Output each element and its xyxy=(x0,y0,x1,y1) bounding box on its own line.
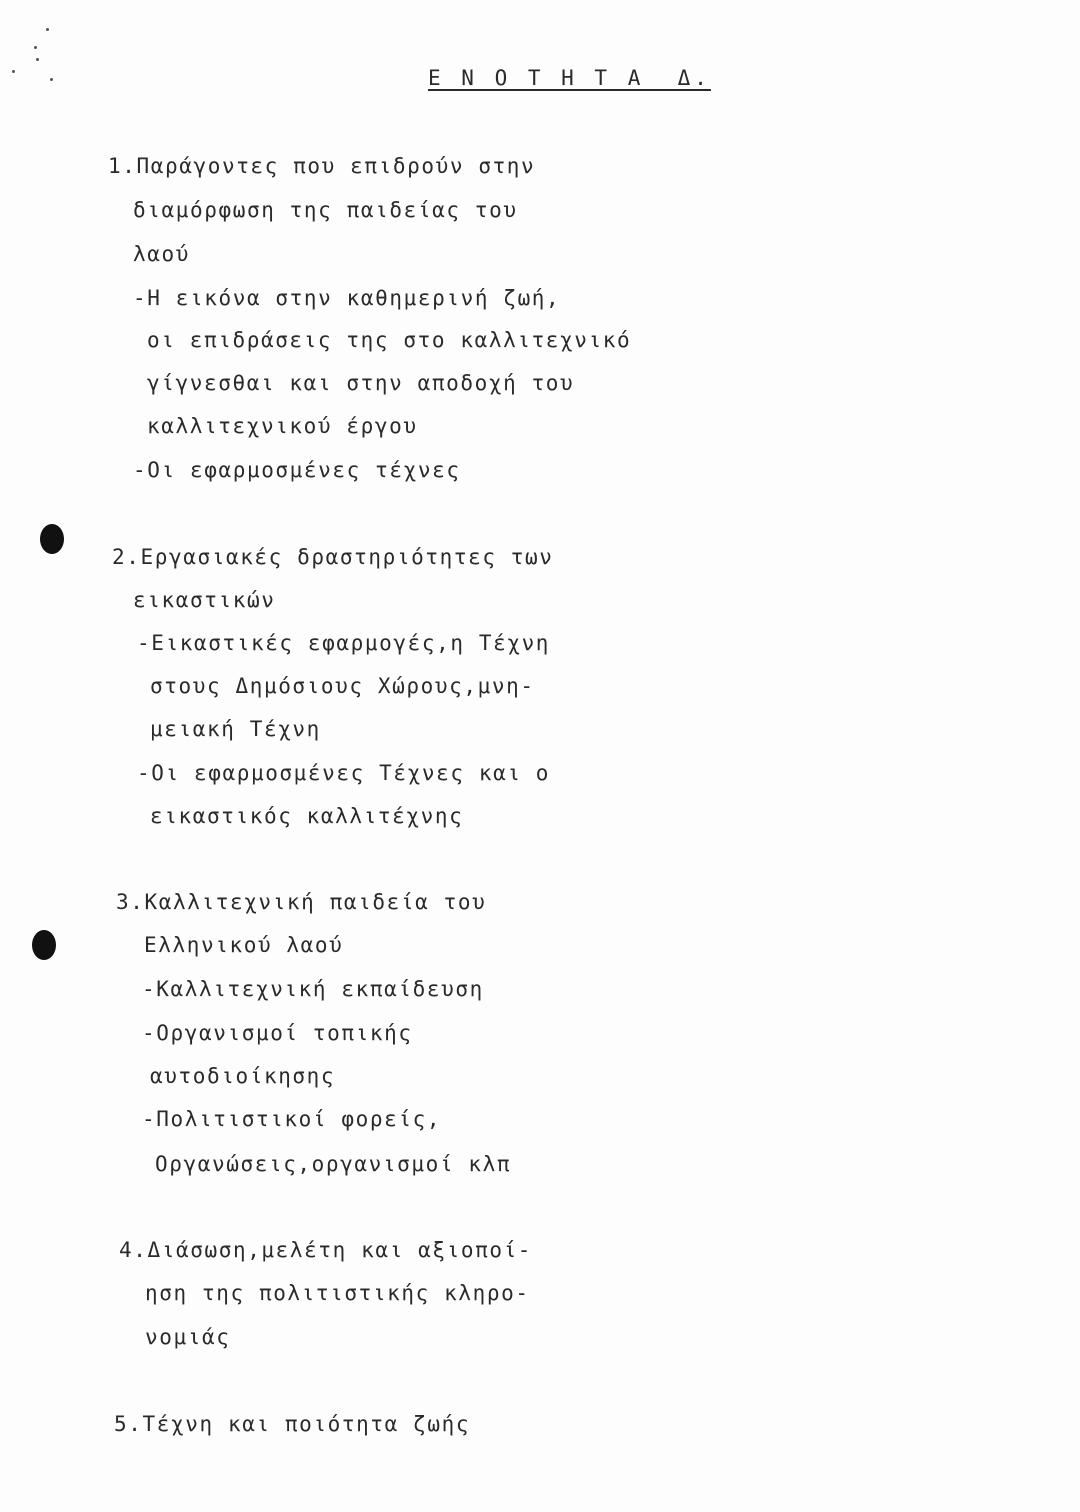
section-3-line: Οργανώσεις,οργανισμοί κλπ xyxy=(155,1152,512,1176)
scan-speck xyxy=(46,28,49,31)
punch-hole-lower xyxy=(32,930,56,960)
section-2-heading: 2.Εργασιακές δραστηριότητες των xyxy=(112,545,554,569)
section-1-line: λαού xyxy=(133,242,190,266)
section-5-heading: 5.Τέχνη και ποιότητα ζωής xyxy=(114,1412,471,1436)
section-3-heading: 3.Καλλιτεχνική παιδεία του xyxy=(116,890,487,914)
scan-speck xyxy=(34,46,37,49)
section-1-heading: 1.Παράγοντες που επιδρούν στην xyxy=(108,154,536,178)
page-title: Ε Ν Ο Τ Η Τ Α Δ. xyxy=(428,66,711,90)
section-2-line: εικαστικός καλλιτέχνης xyxy=(150,804,464,828)
section-4-heading: 4.Διάσωση,μελέτη και αξιοποί- xyxy=(119,1238,533,1262)
scan-speck xyxy=(36,58,39,61)
section-3-line: -Πολιτιστικοί φορείς, xyxy=(142,1107,442,1131)
section-1-line: οι επιδράσεις της στο καλλιτεχνικό xyxy=(147,328,632,352)
section-3-line: Ελληνικού λαού xyxy=(144,933,344,957)
scan-speck xyxy=(50,78,53,81)
section-3-line: -Οργανισμοί τοπικής xyxy=(142,1021,413,1045)
section-4-line: ηση της πολιτιστικής κληρο- xyxy=(145,1281,530,1305)
section-2-line: -Οι εφαρμοσμένες Τέχνες και ο xyxy=(137,761,551,785)
section-2-line: μειακή Τέχνη xyxy=(150,717,321,741)
section-1-line: διαμόρφωση της παιδείας του xyxy=(133,198,518,222)
section-2-line: στους Δημόσιους Χώρους,μνη- xyxy=(150,674,535,698)
section-1-line: -Η εικόνα στην καθημερινή ζωή, xyxy=(133,286,561,310)
section-1-line: γίγνεσθαι και στην αποδοχή του xyxy=(147,371,575,395)
punch-hole-upper xyxy=(40,524,64,554)
section-3-line: -Καλλιτεχνική εκπαίδευση xyxy=(142,977,484,1001)
section-2-line: -Εικαστικές εφαρμογές,η Τέχνη xyxy=(137,631,551,655)
section-3-line: αυτοδιοίκησης xyxy=(150,1064,336,1088)
section-1-line: καλλιτεχνικού έργου xyxy=(147,414,418,438)
section-1-line: -Οι εφαρμοσμένες τέχνες xyxy=(133,458,461,482)
scan-speck xyxy=(12,70,15,73)
section-4-line: νομιάς xyxy=(145,1325,231,1349)
section-2-line: εικαστικών xyxy=(133,588,276,612)
